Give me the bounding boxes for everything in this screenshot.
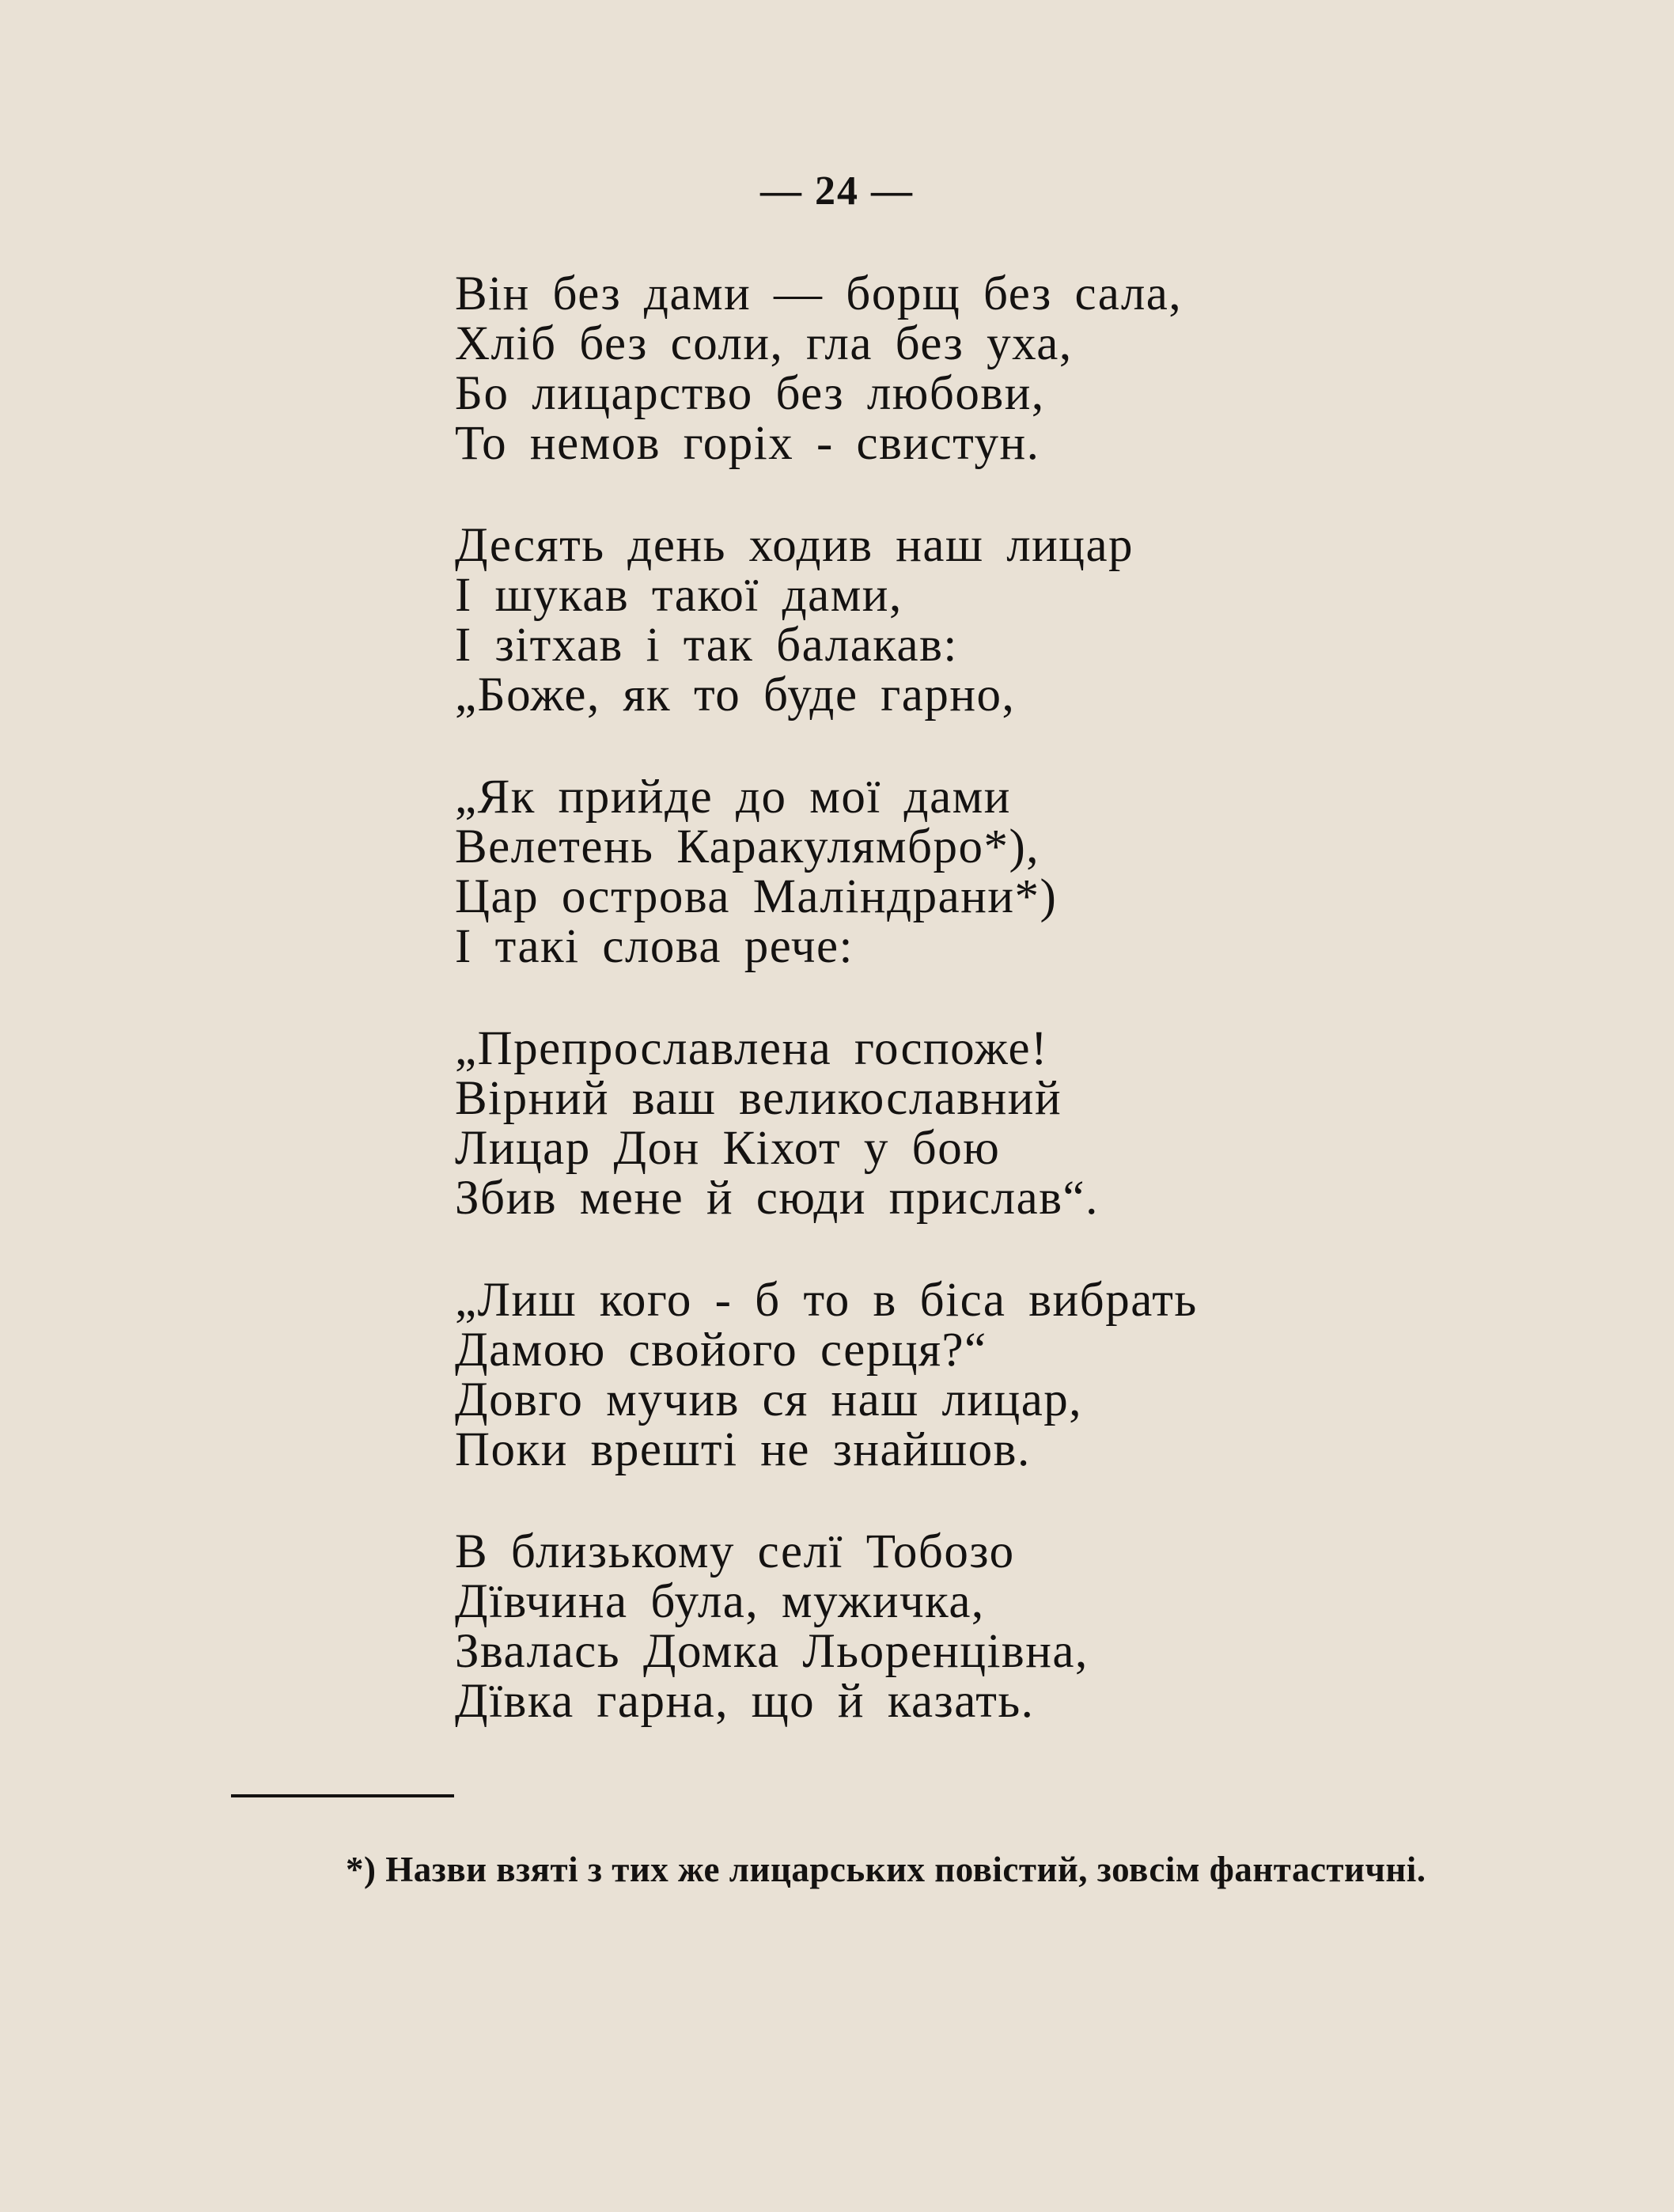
poem-line: Збив мене й сюди прислав“. <box>455 1172 1099 1225</box>
stanza-4 <box>455 1024 1562 1223</box>
poem-line: Хліб без соли, гла без уха, <box>455 317 1073 370</box>
footnote-divider <box>231 1794 454 1797</box>
poem-line: І зітхав і так балакав: <box>455 619 958 672</box>
poem-line: Дївка гарна, що й казать. <box>455 1675 1035 1728</box>
poem-line: Довго мучив ся наш лицар, <box>455 1373 1083 1426</box>
poem-line: „Як прийде до мої дами <box>455 771 1011 824</box>
stanza-2 <box>455 521 1562 720</box>
poem-line: В близькому селї Тобозо <box>455 1525 1015 1578</box>
poem-line: Бо лицарство без любови, <box>455 367 1045 420</box>
poem-line: „Боже, як то буде гарно, <box>455 669 1016 722</box>
stanza-6 <box>455 1527 1562 1726</box>
stanza-1 <box>455 269 1562 468</box>
poem-line: Вірний ваш великославний <box>455 1072 1062 1125</box>
poem-line: Він без дами — борщ без сала, <box>455 267 1183 320</box>
poem-line: То немов горіх - свистун. <box>455 417 1040 470</box>
footnote: *) Назви взяті з тих же лицарських повістий, зовсім фантастичні. <box>346 1850 1426 1889</box>
poem-line: Дамою свойого серця?“ <box>455 1324 987 1377</box>
poem-line: Звалась Домка Льоренцівна, <box>455 1625 1089 1678</box>
stanza-3 <box>455 772 1562 972</box>
poem-line: „Лиш кого - б то в біса вибрать <box>455 1274 1198 1327</box>
poem-line: Велетень Каракулямбро*), <box>455 820 1040 873</box>
page-number: — 24 — <box>760 169 914 214</box>
poem-line: Лицар Дон Кіхот у бою <box>455 1122 1001 1175</box>
poem-line: І такі слова рече: <box>455 920 854 973</box>
poem-line: Поки врешті не знайшов. <box>455 1423 1031 1476</box>
poem-line: „Препрославлена госпоже! <box>455 1022 1048 1075</box>
poem-line: Десять день ходив наш лицар <box>455 519 1134 572</box>
stanza-5 <box>455 1275 1562 1475</box>
poem <box>455 269 1562 1778</box>
poem-line: Дївчина була, мужичка, <box>455 1575 985 1628</box>
poem-line: Цар острова Маліндрани*) <box>455 870 1058 923</box>
poem-line: І шукав такої дами, <box>455 569 903 622</box>
